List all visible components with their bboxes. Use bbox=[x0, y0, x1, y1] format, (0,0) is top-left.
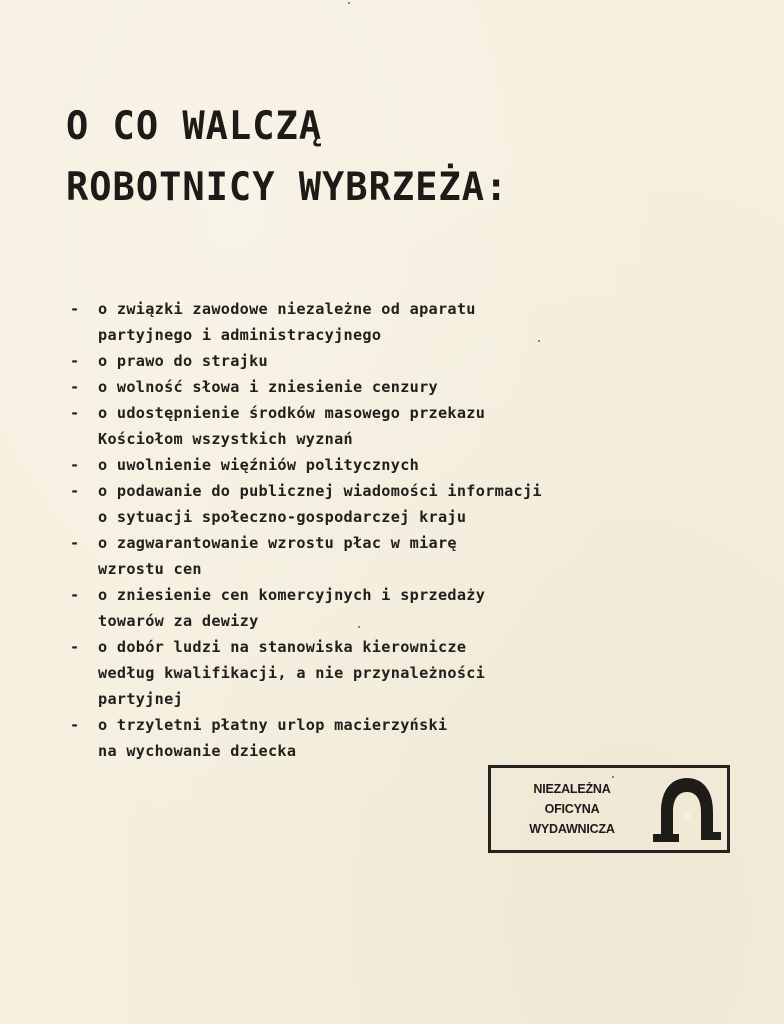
demand-item bbox=[70, 374, 542, 400]
demand-dash: - bbox=[70, 534, 80, 552]
demand-line: wzrostu cen bbox=[98, 560, 202, 578]
demand-item bbox=[70, 478, 542, 530]
demand-line: o dobór ludzi na stanowiska kierownicze bbox=[98, 638, 467, 656]
stamp-logo-icon bbox=[647, 772, 727, 846]
paper-speck bbox=[348, 2, 350, 4]
demand-item bbox=[70, 400, 542, 452]
stamp-line-1: NIEZALEŻNA bbox=[533, 782, 611, 796]
demand-line: o udostępnienie środków masowego przekazu bbox=[98, 404, 486, 422]
publisher-stamp bbox=[488, 765, 730, 853]
demand-dash: - bbox=[70, 456, 80, 474]
demand-item bbox=[70, 348, 542, 374]
stamp-text bbox=[501, 779, 643, 839]
demand-dash: - bbox=[70, 586, 80, 604]
demands-list bbox=[70, 296, 542, 764]
demand-line: o wolność słowa i zniesienie cenzury bbox=[98, 378, 438, 396]
demand-dash: - bbox=[70, 300, 80, 318]
title-line-2: ROBOTNICY WYBRZEŻA: bbox=[66, 164, 509, 210]
paper-speck bbox=[538, 340, 540, 342]
demand-dash: - bbox=[70, 638, 80, 656]
demand-dash: - bbox=[70, 716, 80, 734]
demand-item bbox=[70, 712, 542, 764]
demand-line: towarów za dewizy bbox=[98, 612, 259, 630]
stamp-line-2: OFICYNA bbox=[544, 802, 600, 816]
demand-item bbox=[70, 296, 542, 348]
demand-dash: - bbox=[70, 352, 80, 370]
demand-line: o trzyletni płatny urlop macierzyński bbox=[98, 716, 448, 734]
demand-line: partyjnego i administracyjnego bbox=[98, 326, 382, 344]
leaflet-title bbox=[66, 96, 508, 218]
demand-item bbox=[70, 530, 542, 582]
demand-line: o zniesienie cen komercyjnych i sprzedaży bbox=[98, 586, 486, 604]
demand-item bbox=[70, 582, 542, 634]
demand-line: o uwolnienie więźniów politycznych bbox=[98, 456, 420, 474]
demand-line: o zagwarantowanie wzrostu płac w miarę bbox=[98, 534, 457, 552]
title-line-1: O CO WALCZĄ bbox=[66, 103, 323, 149]
demand-line: Kościołom wszystkich wyznań bbox=[98, 430, 353, 448]
demand-line: partyjnej bbox=[98, 690, 183, 708]
demand-line: o prawo do strajku bbox=[98, 352, 268, 370]
demand-line: według kwalifikacji, a nie przynależności bbox=[98, 664, 486, 682]
paper-speck bbox=[358, 626, 360, 628]
demand-line: o związki zawodowe niezależne od aparatu bbox=[98, 300, 476, 318]
demand-dash: - bbox=[70, 482, 80, 500]
demand-dash: - bbox=[70, 404, 80, 422]
demand-item bbox=[70, 634, 542, 712]
paper-speck bbox=[612, 776, 614, 778]
demand-line: na wychowanie dziecka bbox=[98, 742, 297, 760]
demand-line: o sytuacji społeczno-gospodarczej kraju bbox=[98, 508, 467, 526]
demand-item bbox=[70, 452, 542, 478]
demand-dash: - bbox=[70, 378, 80, 396]
stamp-line-3: WYDAWNICZA bbox=[529, 822, 615, 836]
demand-line: o podawanie do publicznej wiadomości informacji bbox=[98, 482, 542, 500]
